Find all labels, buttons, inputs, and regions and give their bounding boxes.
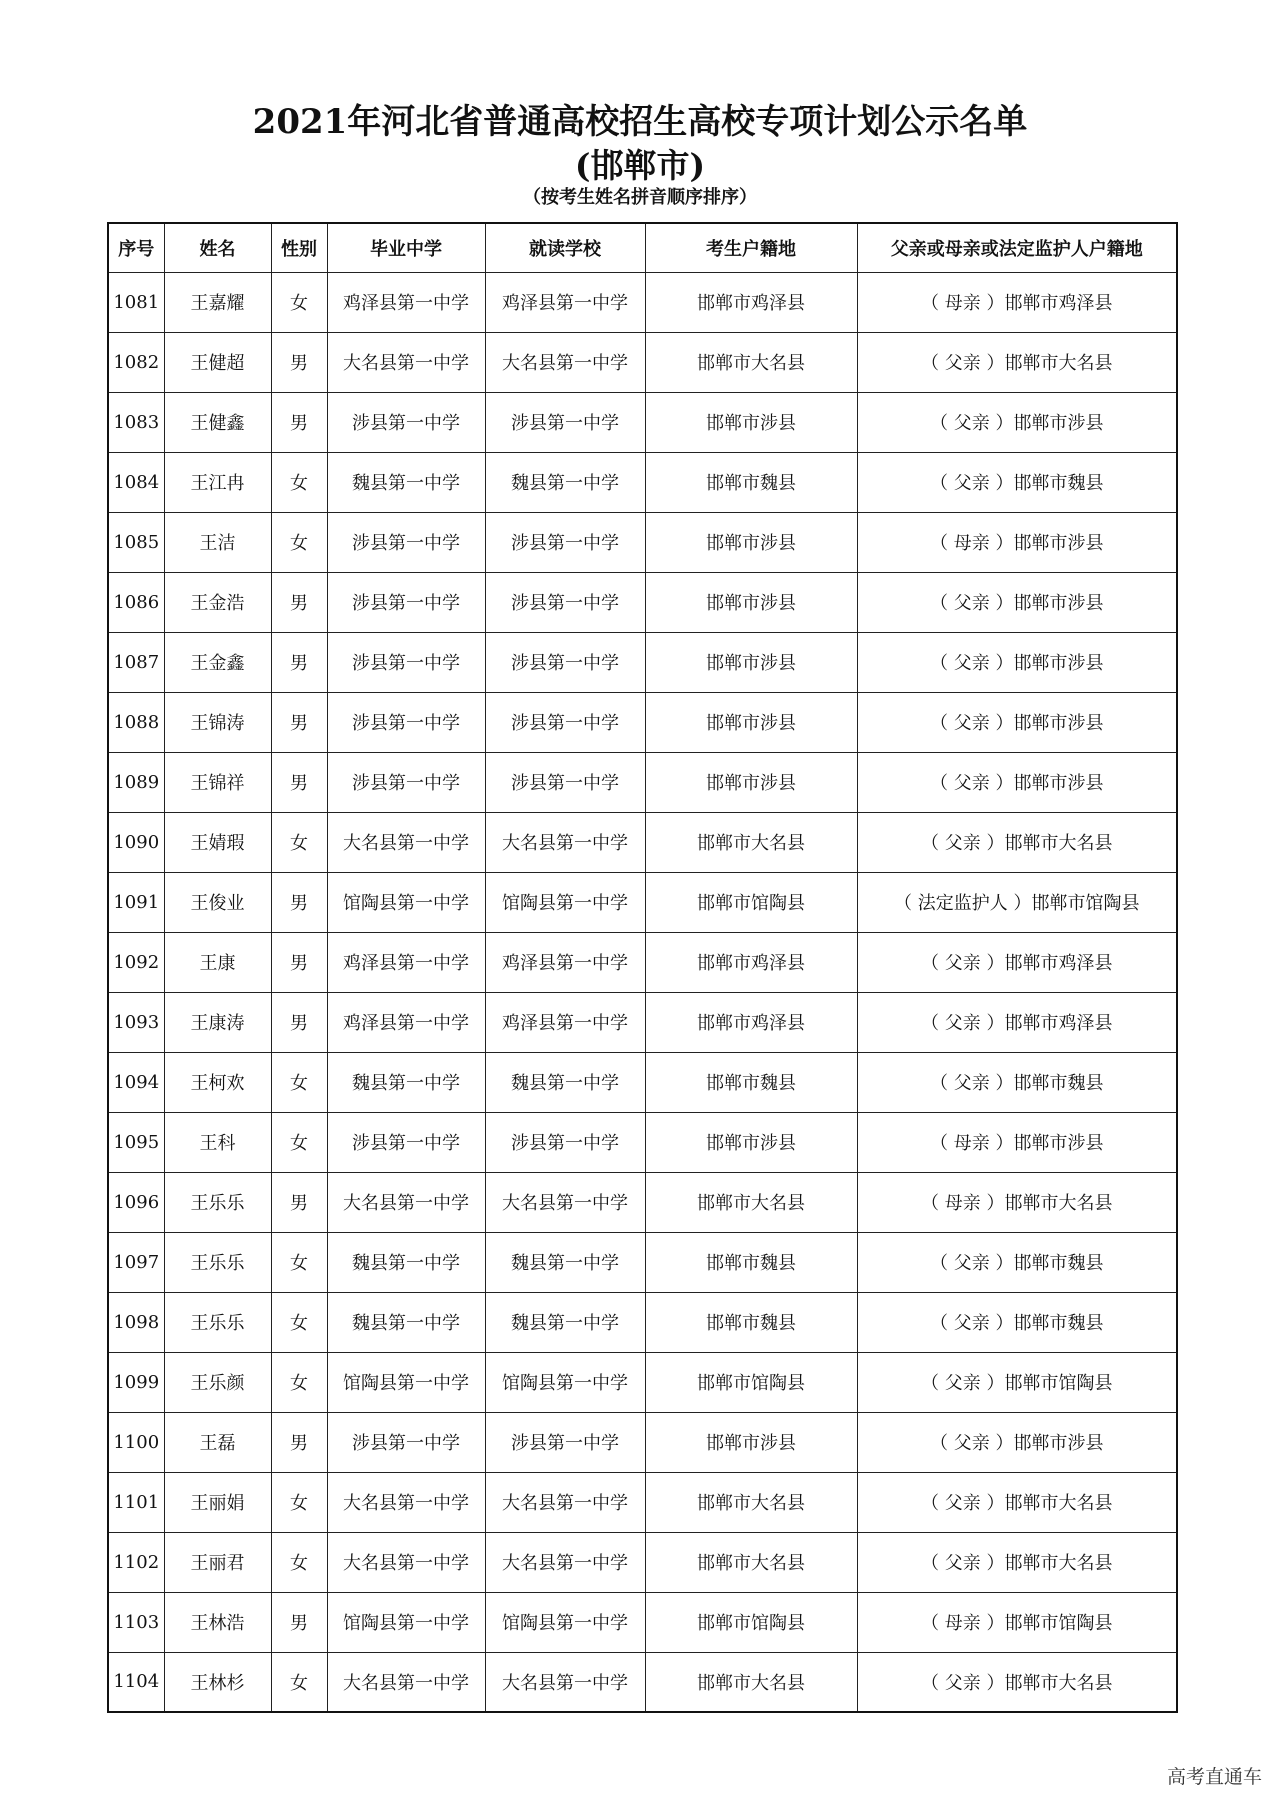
cell-current-school: 魏县第一中学 <box>485 1232 645 1292</box>
cell-guardian-residence: （ 父亲 ）邯郸市涉县 <box>857 392 1177 452</box>
cell-current-school: 鸡泽县第一中学 <box>485 272 645 332</box>
table-row <box>108 1532 1177 1592</box>
cell-gender: 男 <box>271 1172 327 1232</box>
cell-number: 1100 <box>108 1412 164 1472</box>
table-row <box>108 1652 1177 1712</box>
cell-current-school: 涉县第一中学 <box>485 752 645 812</box>
cell-name: 王柯欢 <box>164 1052 271 1112</box>
cell-current-school: 涉县第一中学 <box>485 512 645 572</box>
cell-gender: 男 <box>271 932 327 992</box>
cell-gender: 男 <box>271 632 327 692</box>
cell-current-school: 大名县第一中学 <box>485 332 645 392</box>
cell-graduated-school: 涉县第一中学 <box>327 572 485 632</box>
cell-graduated-school: 大名县第一中学 <box>327 1472 485 1532</box>
cell-student-residence: 邯郸市大名县 <box>645 812 857 872</box>
cell-name: 王洁 <box>164 512 271 572</box>
header-cell-name: 姓名 <box>164 223 271 272</box>
cell-current-school: 鸡泽县第一中学 <box>485 932 645 992</box>
cell-graduated-school: 魏县第一中学 <box>327 1052 485 1112</box>
cell-student-residence: 邯郸市大名县 <box>645 332 857 392</box>
cell-student-residence: 邯郸市涉县 <box>645 692 857 752</box>
cell-number: 1085 <box>108 512 164 572</box>
table-row <box>108 1052 1177 1112</box>
cell-graduated-school: 大名县第一中学 <box>327 1172 485 1232</box>
table-row <box>108 572 1177 632</box>
table-body <box>108 272 1177 1712</box>
cell-gender: 男 <box>271 1412 327 1472</box>
cell-student-residence: 邯郸市涉县 <box>645 632 857 692</box>
cell-current-school: 馆陶县第一中学 <box>485 872 645 932</box>
cell-name: 王磊 <box>164 1412 271 1472</box>
cell-gender: 女 <box>271 1652 327 1712</box>
cell-name: 王乐颜 <box>164 1352 271 1412</box>
cell-gender: 男 <box>271 1592 327 1652</box>
cell-student-residence: 邯郸市涉县 <box>645 572 857 632</box>
cell-graduated-school: 魏县第一中学 <box>327 1292 485 1352</box>
cell-graduated-school: 魏县第一中学 <box>327 452 485 512</box>
cell-name: 王康涛 <box>164 992 271 1052</box>
cell-student-residence: 邯郸市馆陶县 <box>645 872 857 932</box>
table-row <box>108 812 1177 872</box>
cell-graduated-school: 大名县第一中学 <box>327 812 485 872</box>
cell-guardian-residence: （ 父亲 ）邯郸市大名县 <box>857 1472 1177 1532</box>
cell-number: 1095 <box>108 1112 164 1172</box>
cell-guardian-residence: （ 父亲 ）邯郸市涉县 <box>857 572 1177 632</box>
cell-number: 1092 <box>108 932 164 992</box>
cell-name: 王嘉耀 <box>164 272 271 332</box>
table-row <box>108 932 1177 992</box>
cell-graduated-school: 馆陶县第一中学 <box>327 1352 485 1412</box>
cell-guardian-residence: （ 母亲 ）邯郸市涉县 <box>857 512 1177 572</box>
cell-graduated-school: 涉县第一中学 <box>327 1112 485 1172</box>
cell-number: 1088 <box>108 692 164 752</box>
cell-graduated-school: 馆陶县第一中学 <box>327 872 485 932</box>
table-row <box>108 632 1177 692</box>
cell-guardian-residence: （ 父亲 ）邯郸市大名县 <box>857 812 1177 872</box>
table-row <box>108 392 1177 452</box>
table-row <box>108 1112 1177 1172</box>
cell-student-residence: 邯郸市涉县 <box>645 752 857 812</box>
cell-student-residence: 邯郸市馆陶县 <box>645 1592 857 1652</box>
cell-graduated-school: 大名县第一中学 <box>327 332 485 392</box>
cell-number: 1089 <box>108 752 164 812</box>
table-row <box>108 452 1177 512</box>
cell-current-school: 涉县第一中学 <box>485 572 645 632</box>
cell-graduated-school: 大名县第一中学 <box>327 1652 485 1712</box>
table-row <box>108 752 1177 812</box>
table-row <box>108 1232 1177 1292</box>
table-row <box>108 1172 1177 1232</box>
cell-current-school: 大名县第一中学 <box>485 812 645 872</box>
cell-name: 王乐乐 <box>164 1292 271 1352</box>
cell-guardian-residence: （ 父亲 ）邯郸市涉县 <box>857 692 1177 752</box>
cell-guardian-residence: （ 母亲 ）邯郸市馆陶县 <box>857 1592 1177 1652</box>
cell-student-residence: 邯郸市魏县 <box>645 1232 857 1292</box>
cell-guardian-residence: （ 法定监护人 ）邯郸市馆陶县 <box>857 872 1177 932</box>
cell-gender: 男 <box>271 572 327 632</box>
cell-name: 王金鑫 <box>164 632 271 692</box>
table-header <box>108 223 1177 272</box>
header-cell-graduated-school: 毕业中学 <box>327 223 485 272</box>
cell-name: 王健鑫 <box>164 392 271 452</box>
cell-number: 1099 <box>108 1352 164 1412</box>
cell-student-residence: 邯郸市鸡泽县 <box>645 272 857 332</box>
table-row <box>108 512 1177 572</box>
cell-graduated-school: 涉县第一中学 <box>327 392 485 452</box>
cell-number: 1096 <box>108 1172 164 1232</box>
cell-student-residence: 邯郸市涉县 <box>645 1412 857 1472</box>
cell-student-residence: 邯郸市大名县 <box>645 1532 857 1592</box>
cell-student-residence: 邯郸市大名县 <box>645 1472 857 1532</box>
cell-gender: 女 <box>271 1052 327 1112</box>
cell-guardian-residence: （ 母亲 ）邯郸市涉县 <box>857 1112 1177 1172</box>
watermark: 高考直通车 <box>1166 1766 1262 1788</box>
cell-number: 1086 <box>108 572 164 632</box>
cell-current-school: 涉县第一中学 <box>485 632 645 692</box>
cell-graduated-school: 涉县第一中学 <box>327 632 485 692</box>
cell-number: 1102 <box>108 1532 164 1592</box>
cell-gender: 女 <box>271 452 327 512</box>
cell-student-residence: 邯郸市大名县 <box>645 1652 857 1712</box>
cell-graduated-school: 涉县第一中学 <box>327 1412 485 1472</box>
cell-current-school: 馆陶县第一中学 <box>485 1592 645 1652</box>
cell-guardian-residence: （ 父亲 ）邯郸市魏县 <box>857 1052 1177 1112</box>
cell-gender: 男 <box>271 332 327 392</box>
table-row <box>108 692 1177 752</box>
cell-guardian-residence: （ 父亲 ）邯郸市鸡泽县 <box>857 992 1177 1052</box>
cell-gender: 男 <box>271 392 327 452</box>
cell-student-residence: 邯郸市鸡泽县 <box>645 932 857 992</box>
cell-name: 王婧瑕 <box>164 812 271 872</box>
cell-gender: 女 <box>271 1532 327 1592</box>
cell-gender: 女 <box>271 1232 327 1292</box>
sort-order-note: （按考生姓名拼音顺序排序） <box>523 187 757 208</box>
cell-student-residence: 邯郸市鸡泽县 <box>645 992 857 1052</box>
cell-name: 王康 <box>164 932 271 992</box>
cell-name: 王锦祥 <box>164 752 271 812</box>
cell-current-school: 大名县第一中学 <box>485 1472 645 1532</box>
cell-gender: 女 <box>271 1112 327 1172</box>
cell-graduated-school: 涉县第一中学 <box>327 692 485 752</box>
cell-current-school: 魏县第一中学 <box>485 1292 645 1352</box>
table-row <box>108 1472 1177 1532</box>
cell-guardian-residence: （ 父亲 ）邯郸市魏县 <box>857 1232 1177 1292</box>
cell-name: 王俊业 <box>164 872 271 932</box>
cell-number: 1090 <box>108 812 164 872</box>
table-row <box>108 1292 1177 1352</box>
cell-number: 1097 <box>108 1232 164 1292</box>
header-cell-number: 序号 <box>108 223 164 272</box>
roster-table <box>107 222 1178 1713</box>
cell-number: 1082 <box>108 332 164 392</box>
cell-guardian-residence: （ 父亲 ）邯郸市馆陶县 <box>857 1352 1177 1412</box>
cell-graduated-school: 馆陶县第一中学 <box>327 1592 485 1652</box>
cell-graduated-school: 鸡泽县第一中学 <box>327 272 485 332</box>
cell-gender: 女 <box>271 1292 327 1352</box>
cell-student-residence: 邯郸市涉县 <box>645 512 857 572</box>
cell-current-school: 大名县第一中学 <box>485 1652 645 1712</box>
cell-gender: 女 <box>271 1352 327 1412</box>
cell-student-residence: 邯郸市魏县 <box>645 452 857 512</box>
cell-number: 1101 <box>108 1472 164 1532</box>
cell-graduated-school: 涉县第一中学 <box>327 752 485 812</box>
cell-gender: 女 <box>271 1472 327 1532</box>
cell-current-school: 大名县第一中学 <box>485 1532 645 1592</box>
header-cell-gender: 性别 <box>271 223 327 272</box>
cell-number: 1081 <box>108 272 164 332</box>
table-row <box>108 992 1177 1052</box>
cell-guardian-residence: （ 父亲 ）邯郸市涉县 <box>857 752 1177 812</box>
cell-guardian-residence: （ 母亲 ）邯郸市大名县 <box>857 1172 1177 1232</box>
cell-number: 1104 <box>108 1652 164 1712</box>
cell-guardian-residence: （ 父亲 ）邯郸市魏县 <box>857 1292 1177 1352</box>
cell-number: 1103 <box>108 1592 164 1652</box>
cell-guardian-residence: （ 父亲 ）邯郸市涉县 <box>857 632 1177 692</box>
header-cell-current-school: 就读学校 <box>485 223 645 272</box>
cell-gender: 女 <box>271 512 327 572</box>
cell-guardian-residence: （ 父亲 ）邯郸市大名县 <box>857 1652 1177 1712</box>
cell-current-school: 涉县第一中学 <box>485 392 645 452</box>
cell-guardian-residence: （ 父亲 ）邯郸市涉县 <box>857 1412 1177 1472</box>
cell-number: 1083 <box>108 392 164 452</box>
cell-guardian-residence: （ 母亲 ）邯郸市鸡泽县 <box>857 272 1177 332</box>
header-cell-student-residence: 考生户籍地 <box>645 223 857 272</box>
cell-student-residence: 邯郸市大名县 <box>645 1172 857 1232</box>
cell-name: 王林浩 <box>164 1592 271 1652</box>
table-row <box>108 272 1177 332</box>
cell-graduated-school: 魏县第一中学 <box>327 1232 485 1292</box>
header-row <box>108 223 1177 272</box>
cell-name: 王健超 <box>164 332 271 392</box>
cell-number: 1084 <box>108 452 164 512</box>
cell-current-school: 馆陶县第一中学 <box>485 1352 645 1412</box>
cell-current-school: 涉县第一中学 <box>485 1412 645 1472</box>
cell-student-residence: 邯郸市涉县 <box>645 1112 857 1172</box>
cell-name: 王乐乐 <box>164 1172 271 1232</box>
cell-current-school: 魏县第一中学 <box>485 452 645 512</box>
cell-number: 1087 <box>108 632 164 692</box>
cell-number: 1098 <box>108 1292 164 1352</box>
cell-current-school: 涉县第一中学 <box>485 1112 645 1172</box>
table-row <box>108 1412 1177 1472</box>
cell-student-residence: 邯郸市馆陶县 <box>645 1352 857 1412</box>
cell-guardian-residence: （ 父亲 ）邯郸市鸡泽县 <box>857 932 1177 992</box>
cell-graduated-school: 大名县第一中学 <box>327 1532 485 1592</box>
document-title: 2021年河北省普通高校招生高校专项计划公示名单 <box>252 102 1028 142</box>
cell-guardian-residence: （ 父亲 ）邯郸市魏县 <box>857 452 1177 512</box>
cell-number: 1093 <box>108 992 164 1052</box>
cell-name: 王乐乐 <box>164 1232 271 1292</box>
cell-name: 王金浩 <box>164 572 271 632</box>
table-row <box>108 1592 1177 1652</box>
table-row <box>108 872 1177 932</box>
cell-gender: 女 <box>271 272 327 332</box>
cell-name: 王江冉 <box>164 452 271 512</box>
cell-student-residence: 邯郸市魏县 <box>645 1052 857 1112</box>
table-row <box>108 1352 1177 1412</box>
cell-current-school: 魏县第一中学 <box>485 1052 645 1112</box>
cell-student-residence: 邯郸市涉县 <box>645 392 857 452</box>
cell-graduated-school: 鸡泽县第一中学 <box>327 992 485 1052</box>
cell-gender: 男 <box>271 992 327 1052</box>
cell-name: 王科 <box>164 1112 271 1172</box>
cell-number: 1091 <box>108 872 164 932</box>
cell-gender: 女 <box>271 812 327 872</box>
table-row <box>108 332 1177 392</box>
cell-student-residence: 邯郸市魏县 <box>645 1292 857 1352</box>
cell-name: 王丽娟 <box>164 1472 271 1532</box>
cell-graduated-school: 涉县第一中学 <box>327 512 485 572</box>
cell-current-school: 涉县第一中学 <box>485 692 645 752</box>
cell-gender: 男 <box>271 752 327 812</box>
cell-guardian-residence: （ 父亲 ）邯郸市大名县 <box>857 1532 1177 1592</box>
cell-gender: 男 <box>271 692 327 752</box>
document-subtitle: (邯郸市) <box>574 146 706 185</box>
cell-name: 王林杉 <box>164 1652 271 1712</box>
cell-graduated-school: 鸡泽县第一中学 <box>327 932 485 992</box>
header-cell-guardian-residence: 父亲或母亲或法定监护人户籍地 <box>857 223 1177 272</box>
cell-number: 1094 <box>108 1052 164 1112</box>
cell-name: 王丽君 <box>164 1532 271 1592</box>
cell-current-school: 鸡泽县第一中学 <box>485 992 645 1052</box>
cell-guardian-residence: （ 父亲 ）邯郸市大名县 <box>857 332 1177 392</box>
cell-name: 王锦涛 <box>164 692 271 752</box>
cell-gender: 男 <box>271 872 327 932</box>
cell-current-school: 大名县第一中学 <box>485 1172 645 1232</box>
